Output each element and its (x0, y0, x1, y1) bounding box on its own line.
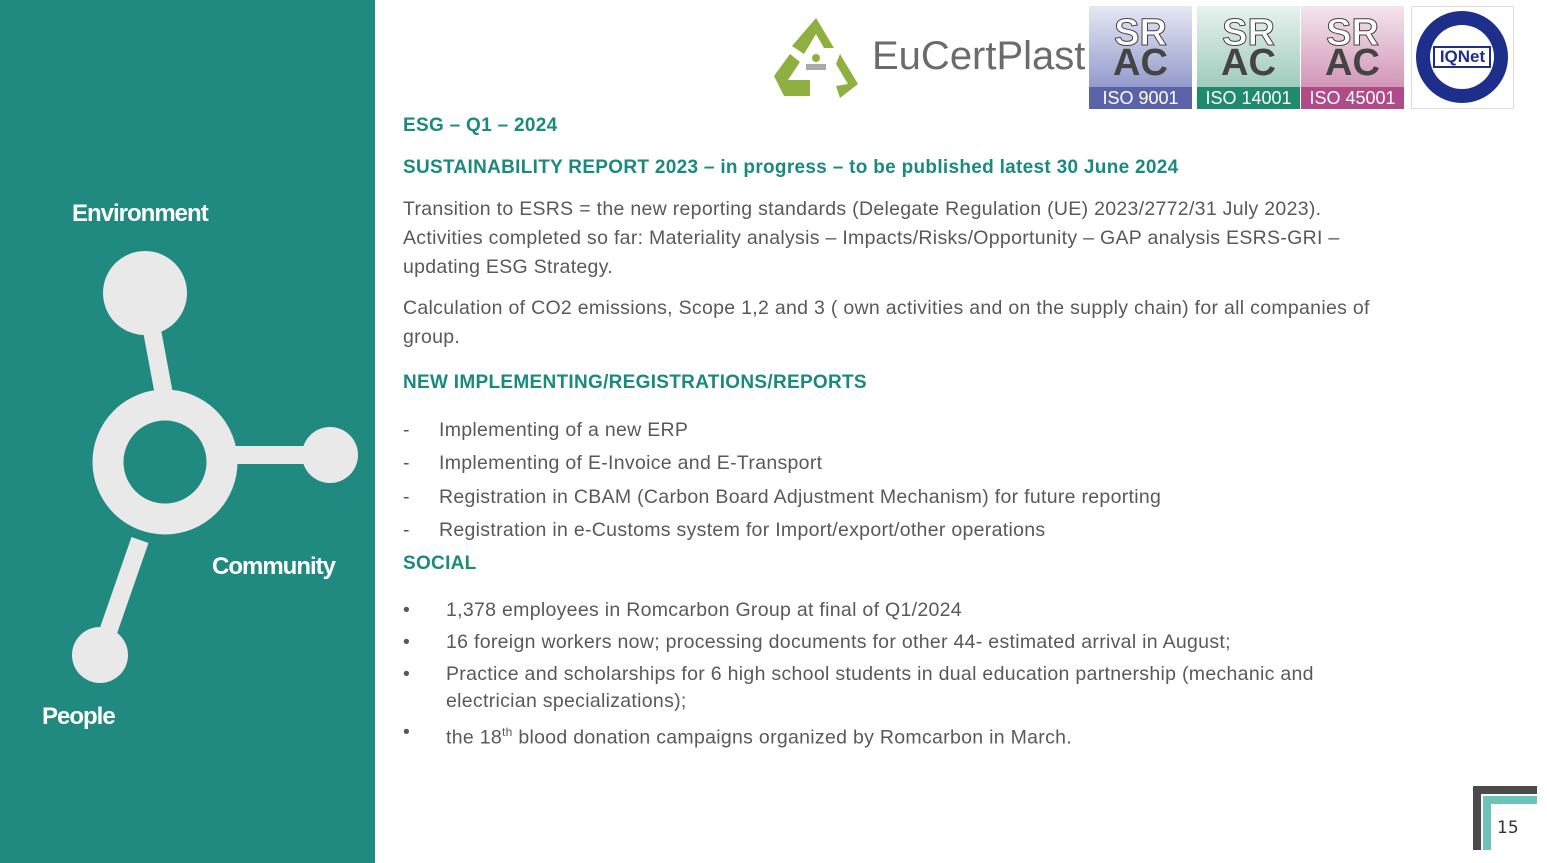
cert-badge-iso45001: SR AC ISO 45001 (1301, 6, 1404, 109)
list-item: - Implementing of a new ERP (403, 419, 689, 441)
label-environment: Environment (72, 200, 208, 227)
social-heading: SOCIAL (403, 553, 477, 574)
list-item: - Registration in CBAM (Carbon Board Adjustment Mechanism) for future reporting (403, 486, 1162, 508)
list-item: • Practice and scholarships for 6 high school students in dual education partnership (mechanic and electrician specializations); (403, 663, 1314, 712)
page-number: 15 (1497, 818, 1519, 838)
paragraph-esrs: Transition to ESRS = the new reporting standards (Delegate Regulation (UE) 2023/2772/31 July 2023). Activities completed so far: Materiality analysis – Impacts/Risks/Opportunity – GAP analysis ESRS-GRI – updating ESG Strategy. (403, 198, 1340, 278)
cert-badge-iso9001: SR AC ISO 9001 (1089, 6, 1192, 109)
paragraph-co2: Calculation of CO2 emissions, Scope 1,2 and 3 ( own activities and on the supply chain) for all companies of group. (403, 297, 1370, 348)
page-number-box (1473, 786, 1537, 850)
label-people: People (42, 703, 115, 730)
network-graphic (0, 0, 375, 863)
new-implementing-heading: NEW IMPLEMENTING/REGISTRATIONS/REPORTS (403, 372, 867, 393)
list-item: • 16 foreign workers now; processing documents for other 44- estimated arrival in August; (403, 631, 1231, 653)
brand-name: EuCertPlast (872, 34, 1086, 78)
list-item: • 1,378 employees in Romcarbon Group at final of Q1/2024 (403, 599, 962, 621)
list-item: - Implementing of E-Invoice and E-Transport (403, 452, 823, 474)
sidebar-panel (0, 0, 375, 863)
list-item: - Registration in e-Customs system for Import/export/other operations (403, 519, 1046, 541)
recycle-icon (770, 14, 862, 102)
cert-badge-iso14001: SR AC ISO 14001 (1197, 6, 1300, 109)
eucertplast-logo (770, 14, 1086, 106)
iqnet-logo: IQNet (1411, 6, 1514, 109)
report-heading: SUSTAINABILITY REPORT 2023 – in progress – to be published latest 30 June 2024 (403, 157, 1179, 178)
section-title: ESG – Q1 – 2024 (403, 115, 558, 136)
list-item: • the 18th blood donation campaigns organized by Romcarbon in March. (403, 721, 1073, 749)
label-community: Community (212, 553, 335, 580)
